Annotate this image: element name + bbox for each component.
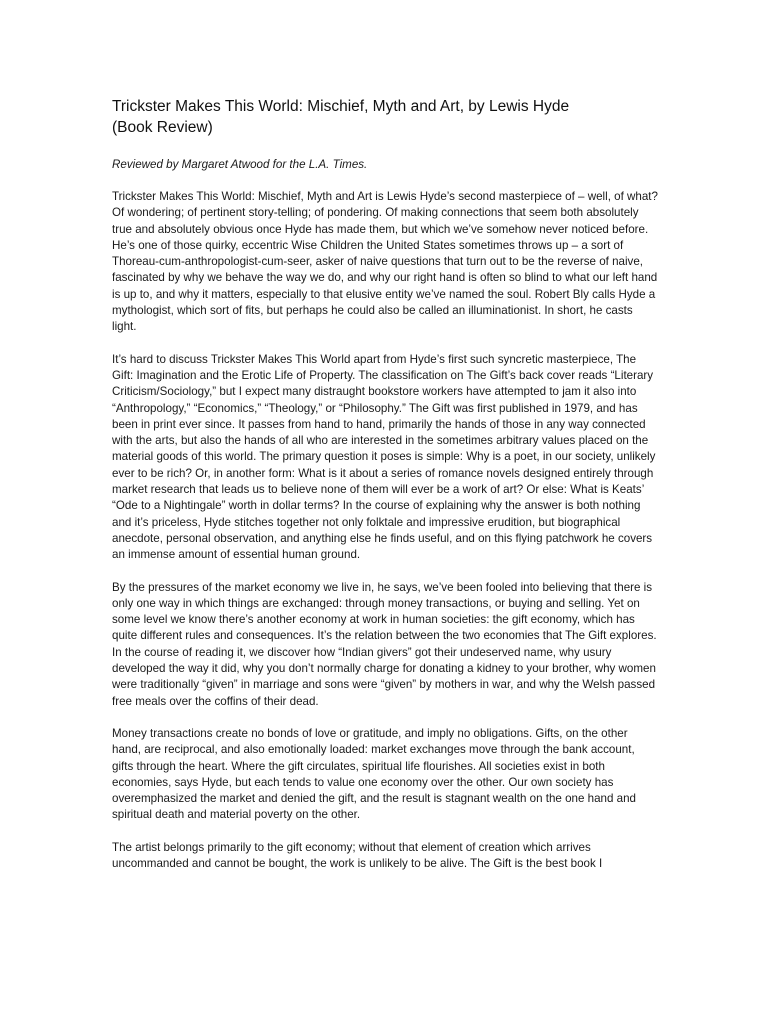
paragraph-2: It’s hard to discuss Trickster Makes This World apart from Hyde’s first such syncretic masterpiece, The Gift: Imagination and the Erotic Life of Property. The classification on The Gift’s back cover reads “Literary Criticism/Sociology,” but I expect many distraught bookstore workers have attempted to jam it also into “Anthropology,” “Economics,” “Theology,” or “Philosophy.” The Gift was first published in 1979, and has been in print ever since. It passes from hand to hand, primarily the hands of those in any way connected with the arts, but also the hands of all who are interested in the sometimes arbitrary values placed on the material goods of this world. The primary question it poses is simple: Why is a poet, in our society, unlikely ever to be rich? Or, in another form: What is it about a series of romance novels designed entirely through market research that leads us to believe none of them will ever be a work of art? Or else: What is Keats’ “Ode to a Nightingale” worth in dollar terms? In the course of explaining why the answer is both nothing and it’s priceless, Hyde stitches together not only folktale and impressive erudition, but biographical anecdote, personal observation, and anything else he finds useful, and on this flying patchwork he covers an immense amount of essential human ground. [112,352,656,562]
paragraph-4: Money transactions create no bonds of love or gratitude, and imply no obligations. Gifts, on the other hand, are reciprocal, and also emotionally loaded: market exchanges move through the bank account, gifts through the heart. Where the gift circulates, spiritual life flourishes. All societies exist in both economies, says Hyde, but each tends to value one economy over the other. Our own society has overemphasized the market and denied the gift, and the result is stagnant wealth on the one hand and spiritual death and material poverty on the other. [112,726,637,822]
paragraph-3: By the pressures of the market economy we live in, he says, we’ve been fooled into believing that there is only one way in which things are exchanged: through money transactions, or buying and selling. Yet on some level we know there’s another economy at work in human societies: the gift economy, which has quite different rules and consequences. It’s the relation between the two economies that The Gift explores. In the course of reading it, we discover how “Indian givers” got their undeserved name, why usury developed the way it did, why you don’t normally charge for donating a kidney to your brother, why women were traditionally “given” in marriage and sons were “given” by mothers in war, and why the Welsh passed free meals over the coffins of their dead. [112,580,657,708]
title-line-2: (Book Review) [112,119,213,136]
document-page [112,96,658,888]
paragraph-1: Trickster Makes This World: Mischief, Myth and Art is Lewis Hyde’s second masterpiece of – well, of what? Of wondering; of pertinent story-telling; of pondering. Of making connections that seem both absolutely true and absolutely obvious once Hyde has made them, but which we’ve somehow never noticed before. He’s one of those quirky, eccentric Wise Children the United States sometimes throws up – a sort of Thoreau-cum-anthropologist-cum-seer, asker of naive questions that turn out to be the reverse of naive, fascinated by why we behave the way we do, and why our right hand is often so blind to what our left hand is up to, and why it matters, especially to that elusive entity we’ve named the soul. Robert Bly calls Hyde a mythologist, which sort of fits, but perhaps he could also be called an illuminationist. In short, he casts light. [112,190,658,334]
document-title [112,96,658,138]
byline: Reviewed by Margaret Atwood for the L.A. Times. [112,158,368,171]
paragraph-5: The artist belongs primarily to the gift economy; without that element of creation which arrives uncommanded and cannot be bought, the work is unlikely to be alive. The Gift is the best book I [112,840,603,870]
title-line-1: Trickster Makes This World: Mischief, Myth and Art, by Lewis Hyde [112,98,570,115]
